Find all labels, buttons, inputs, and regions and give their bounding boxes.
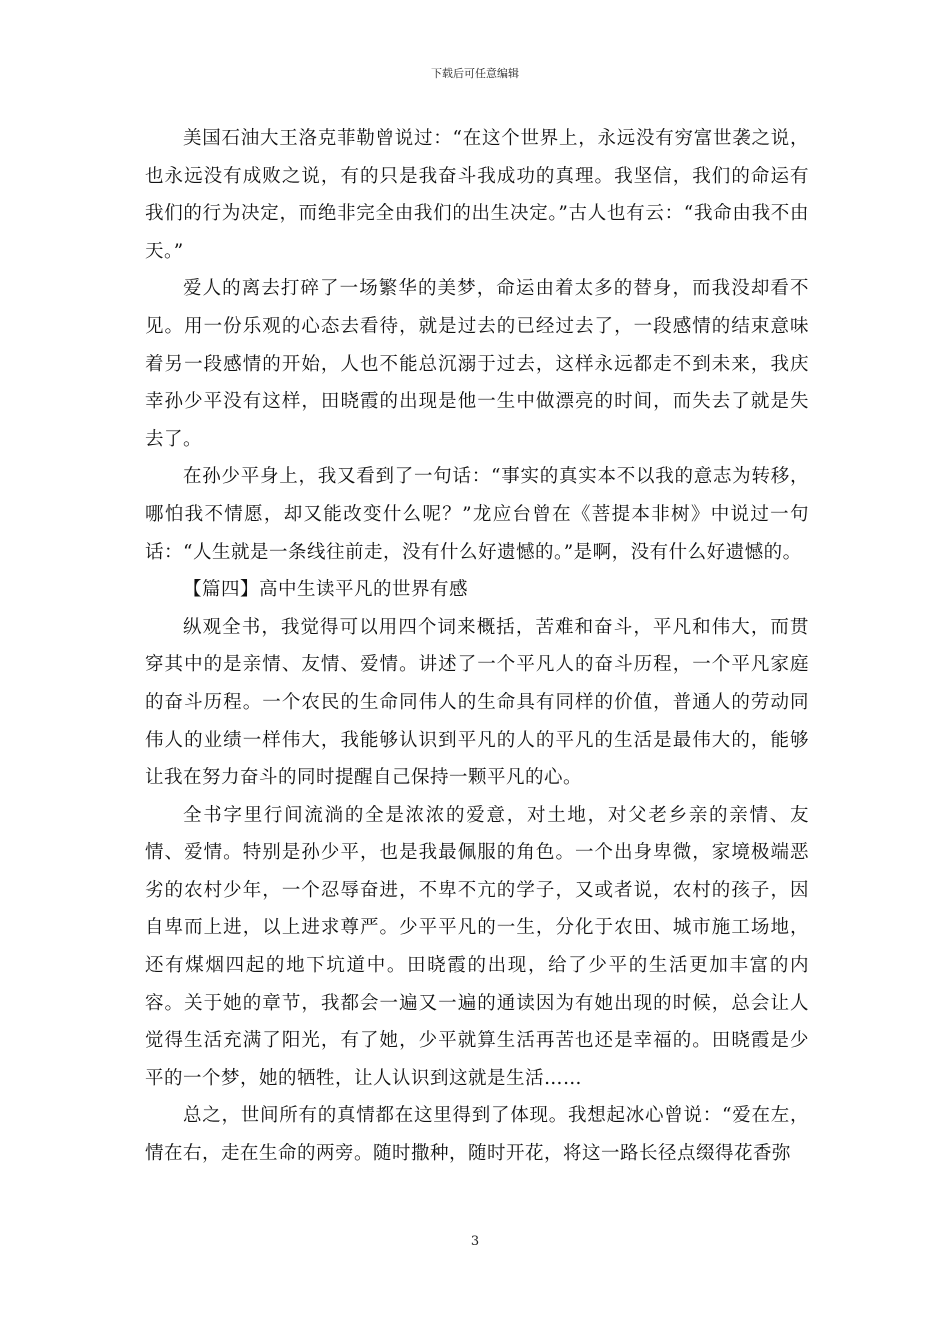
page-header: 下载后可任意编辑 [431,67,519,80]
document-body [145,120,809,1173]
paragraph-lover-departure: 爱人的离去打碎了一场繁华的美梦，命运由着太多的替身，而我没却看不见。用一份乐观的心态去看待，就是过去的已经过去了，一段感情的结束意味着另一段感情的开始，人也不能总沉溺于过去，这样永远都走不到未来，我庆幸孙少平没有这样，田晓霞的出现是他一生中做漂亮的时间，而失去了就是失去了。 [145,278,809,450]
section-heading: 【篇四】高中生读平凡的世界有感 [183,579,469,601]
page-number: 3 [470,1234,480,1249]
paragraph-overview: 纵观全书，我觉得可以用四个词来概括，苦难和奋斗，平凡和伟大，而贯穿其中的是亲情、友情、爱情。讲述了一个平凡人的奋斗历程，一个平凡家庭的奋斗历程。一个农民的生命同伟人的生命具有同样的价值，普通人的劳动同伟人的业绩一样伟大，我能够认识到平凡的人的平凡的生活是最伟大的，能够让我在努力奋斗的同时提醒自己保持一颗平凡的心。 [145,616,809,789]
paragraph-sun-shaoping: 在孙少平身上，我又看到了一句话：“事实的真实本不以我的意志为转移，哪怕我不情愿，却又能改变什么呢？”龙应台曾在《菩提本非树》中说过一句话：“人生就是一条线往前走，没有什么好遗憾的。”是啊，没有什么好遗憾的。 [145,466,809,563]
paragraph-conclusion: 总之，世间所有的真情都在这里得到了体现。我想起冰心曾说：“爱在左，情在右，走在生命的两旁。随时撒种，随时开花，将这一路长径点缀得花香弥 [145,1105,809,1165]
paragraph-quote-rockefeller: 美国石油大王洛克菲勒曾说过：“在这个世界上，永远没有穷富世袭之说，也永远没有成败之说，有的只是我奋斗我成功的真理。我坚信，我们的命运有我们的行为决定，而绝非完全由我们的出生决定。”古人也有云：“我命由我不由天。” [145,128,809,262]
paragraph-love-and-life: 全书字里行间流淌的全是浓浓的爱意，对土地，对父老乡亲的亲情、友情、爱情。特别是孙少平，也是我最佩服的角色。一个出身卑微，家境极端恶劣的农村少年，一个忍辱奋进，不卑不亢的学子，又或者说，农村的孩子，因自卑而上进，以上进求尊严。少平平凡的一生，分化于农田、城市施工场地，还有煤烟四起的地下坑道中。田晓霞的出现，给了少平的生活更加丰富的内容。关于她的章节，我都会一遍又一遍的通读因为有她出现的时候，总会让人觉得生活充满了阳光，有了她，少平就算生活再苦也还是幸福的。田晓霞是少平的一个梦，她的牺牲，让人认识到这就是生活…… [145,804,809,1089]
